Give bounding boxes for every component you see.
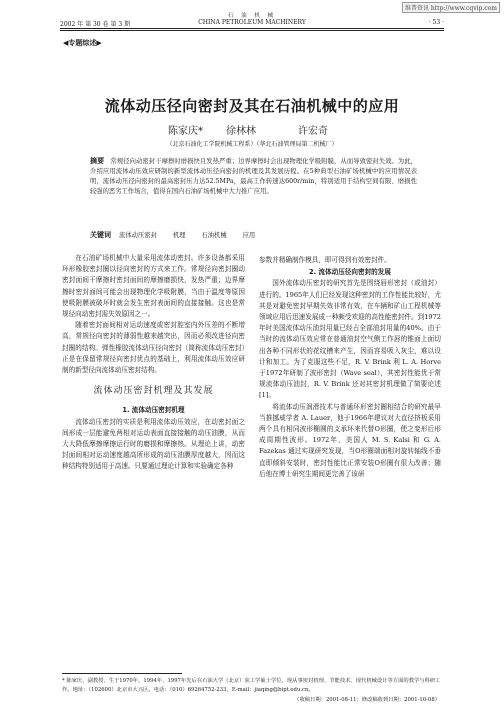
keywords bbox=[90, 230, 417, 240]
keyword: 石油机械 bbox=[201, 232, 227, 239]
affiliation: （北京石油化工学院机械工程系）（华北石油管理局第二机械厂） bbox=[166, 141, 338, 148]
paragraph: 参数并精确制作模具，即可得到有效密封件。 bbox=[259, 256, 391, 264]
subsection-heading: 1. 流体动压密封机理 bbox=[122, 406, 185, 415]
footnote-rule bbox=[62, 673, 182, 674]
journal-title-en: CHINA PETROLEUM MACHINERY bbox=[198, 19, 306, 26]
keyword: 流体动压密封 bbox=[119, 232, 157, 239]
subsection-heading: 2. 流体动压径向密封的发展 bbox=[309, 268, 391, 277]
page-number: · 53 · bbox=[428, 19, 444, 26]
abstract-text: 常规径向动密封干摩擦时磨损快且发热严重；边界摩擦时会出现物理化学吸附膜，从而导致密封失效。为此，介绍应用流体动压效应研制的新型流体动压径向密封的机理及其发展历程。在5种典型石油矿场机械中的应用情况表明，流体动压径向密封的最高密封压力达52.5MPa，最高工作转速达600r/min，特别适用于结构空间有限、磨损性较强的恶劣工作场合，值得在国内石油矿场机械中大力推广应用。 bbox=[90, 158, 417, 195]
author-2: 徐林林 bbox=[226, 126, 256, 137]
body-column-right bbox=[259, 255, 441, 480]
paragraph: 国外流体动压密封的研究首先是围绕唇形密封（或油封）进行的。1965年人们已经发现这种密封的工作性能比较好，尤其是对避免密封早期失效非常有效，在车辆和矿山工程机械等领域应用后迅速发展成一种颇受欢迎的高性能密封件。到1972年时美国流体动压油封用量已经占全部油封用量的40%。由于当时的流体动压效应常在普通油封空气侧工作唇的锥面上面切出各种不同形状的花纹槽来产生，因而容易吸入灰尘，难以设计和加工。为了克服这些不足，R. V. Brink 利 L. A. Horve 于1972年研制了波形密封（Wave seal），其密封性能优于常规流体动压油封，R. V. Brink 还对其密封机理做了简要论述[1]。 bbox=[259, 279, 441, 400]
paragraph: 流体动压密封的实质是利用流体动压效应，在动密封面之间形成一层能避免两相对运动表面直接接触的动压油膜，从而大大降低摩擦摩擦运行时的磨损和摩擦热。从理论上讲，动密封面间相对运动速度越高所形成的动压油膜厚度越大，因而这种结构特别适用于高速。只要通过理论计算和实验确定各种 bbox=[62, 417, 245, 471]
author-1: 陈家庆* bbox=[168, 126, 203, 137]
keywords-label: 关键词 bbox=[90, 231, 111, 239]
watermark-stamp: 维普资讯 http://www.cqvip.com bbox=[402, 2, 500, 13]
author-3: 许宏奇 bbox=[298, 126, 328, 137]
received-date: （收稿日期：2001-08-11；修改稿收到日期：2001-10-08） bbox=[294, 697, 440, 703]
paragraph: 随着密封面间相对运动速度或密封腔室内外压差的不断增高，常规径向密封的薄弱性越来越突出，因而必须改进径向密封圈的结构。弹性橡胶流体动压径向密封（简称流体动压密封）正是在保留常规径向密封优点的基础上，利用流体动压效应研制的新型径向流体动压密封结构。 bbox=[62, 321, 245, 375]
paragraph: 将流体动压润滑技术与普通环形密封圈相结合的研究最早当推挪威学者 A. Lauer，他于1966年建议对大直径挤板采用两个具有相同波形椭圆的支承环来代替O形圈，使之变形后形成周期性波形。1972年，美国人 M. S. Kalsi 和 G. A. Fazekas 通过实现研究发现，当O形圈端面相对旋转轴线不垂直即倾斜安装时，密封性能比正常安装O形圈有很大改善；随后他在博士研究生期间更完善了该研 bbox=[259, 402, 441, 478]
header-rule bbox=[60, 28, 444, 29]
article-title: 流体动压径向密封及其在石油机械中的应用 bbox=[104, 97, 400, 115]
abstract-label: 摘要 bbox=[90, 157, 105, 165]
section-tag: ◀专题综述▶ bbox=[63, 39, 102, 47]
section-heading: 流体动压密封机理及其发展 bbox=[93, 386, 214, 397]
abstract bbox=[90, 156, 417, 197]
issue-info: 2002 年 第 30 卷 第 3 期 bbox=[60, 21, 131, 28]
author-footnote: * 陈家庆，副教授，生于1970年，1994年、1997年先后在石油大学（北京）获工学硕士学位，现从事密封机理、节能技术、现代机械设计等方面的教学与科研工作。地址：（102600）北京市大兴区。电话：（010）69264752-233，E-mail：jiaqing@bipt.edu.cn。 bbox=[62, 678, 441, 693]
keyword: 机理 bbox=[172, 232, 186, 239]
journal-title-cn: 石 油 机 械 bbox=[227, 13, 277, 19]
body-column-left bbox=[62, 253, 245, 473]
keyword: 应用 bbox=[242, 232, 256, 239]
paragraph: 在石油矿场机械中大量采用流体动密封。许多设备都采用环形橡胶密封圈以径向密封的方式来工作。常规径向密封圈动密封面间干摩擦时密封面间的摩擦磨损快，发热严重；边界摩擦时密封面间可能会出现物理化学吸附膜，当由于温度等原因使吸附膜被破坏时就会发生密封表面间的直接接触。这也是常规径向动密封需失效原因之一。 bbox=[62, 254, 245, 319]
header-rule-thin bbox=[60, 30, 444, 31]
